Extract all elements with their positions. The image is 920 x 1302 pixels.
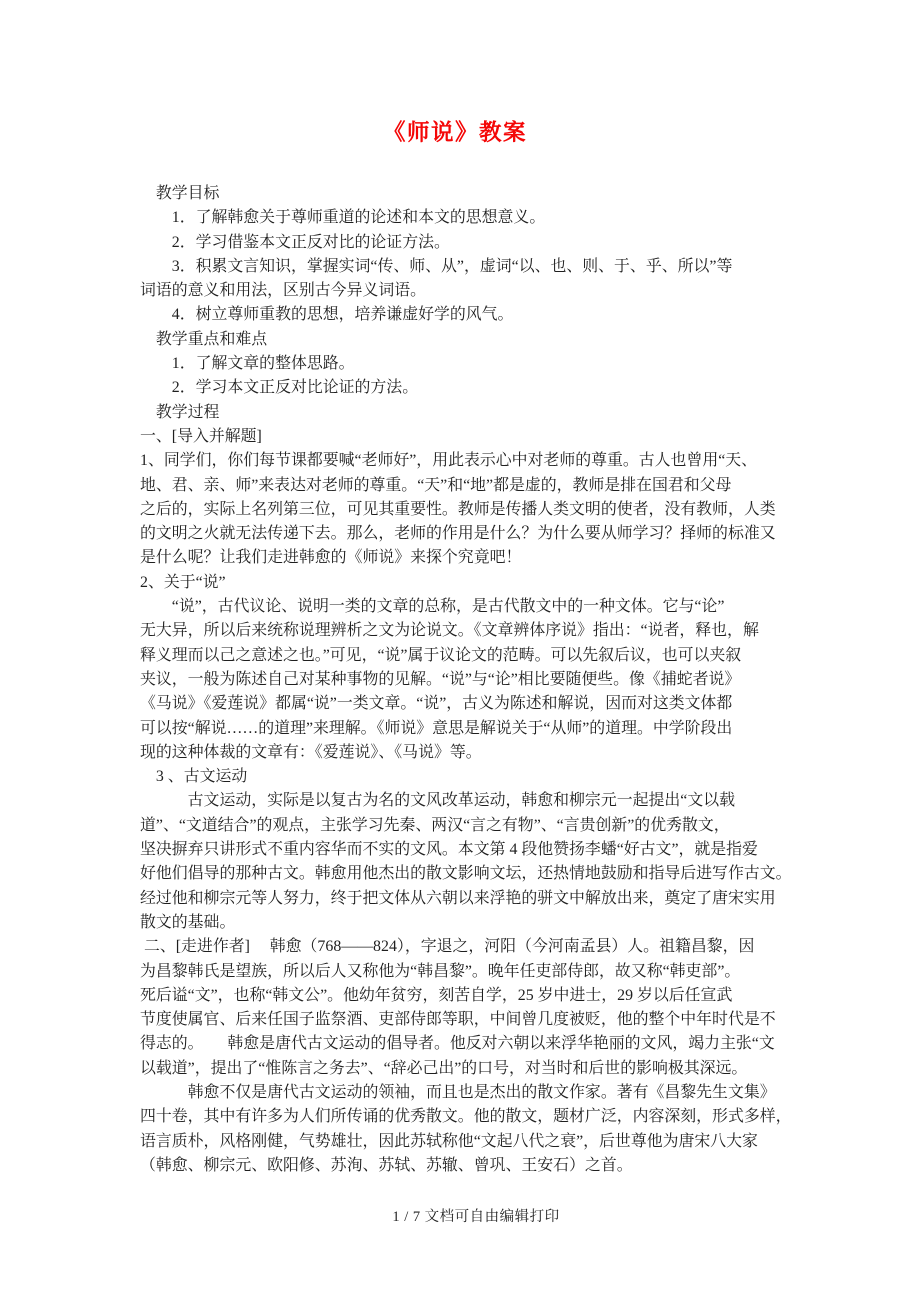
body-line: 的文明之火就无法传递下去。那么，老师的作用是什么？为什么要从师学习？择师的标准又 xyxy=(140,525,776,543)
body-line: 以载道”，提出了“惟陈言之务去”、“辞必己出”的口号，对当时和后世的影响极其深远。 xyxy=(140,1059,748,1077)
body-line: 坚决摒弃只讲形式不重内容华而不实的文风。本文第 4 段他赞扬李蟠“好古文”，就是指爱 xyxy=(140,841,758,859)
body-line: 经过他和柳宗元等人努力，终于把文体从六朝以来浮艳的骈文中解放出来，奠定了唐宋实用 xyxy=(140,889,776,907)
body-line: 语言质朴，风格刚健，气势雄壮，因此苏轼称他“文起八代之衰”，后世尊他为唐宋八大家 xyxy=(140,1132,758,1150)
page-number: 1 / 7 xyxy=(392,1209,421,1225)
body-line: 教学目标 xyxy=(140,185,220,202)
body-line: 4．树立尊师重教的思想，培养谦虚好学的风气。 xyxy=(140,306,514,324)
body-line: 1．了解韩愈关于尊师重道的论述和本文的思想意义。 xyxy=(140,209,546,227)
body-line: “说”，古代议论、说明一类的文章的总称，是古代散文中的一种文体。它与“论” xyxy=(140,598,725,616)
body-line: （韩愈、柳宗元、欧阳修、苏洵、苏轼、苏辙、曾巩、王安石）之首。 xyxy=(140,1156,633,1174)
body-line: 道”、“文道结合”的观点，主张学习先秦、两汉“言之有物”、“言贵创新”的优秀散文， xyxy=(140,816,730,834)
body-line: 3．积累文言知识，掌握实词“传、师、从”，虚词“以、也、则、于、乎、所以”等 xyxy=(140,257,733,275)
document-title: 《师说》教案 xyxy=(382,120,527,145)
body-line: 一、[导入并解题] xyxy=(140,427,262,445)
body-line: 1、同学们，你们每节课都要喊“老师好”，用此表示心中对老师的尊重。古人也曾用“天、 xyxy=(140,452,758,470)
body-line: 2．学习借鉴本文正反对比的论证方法。 xyxy=(140,233,450,251)
body-line: 词语的意义和用法，区别古今异义词语。 xyxy=(140,282,427,300)
body-line: 好他们倡导的那种古文。韩愈用他杰出的散文影响文坛，还热情地鼓励和指导后进写作古文。 xyxy=(140,865,792,883)
body-line: 教学过程 xyxy=(140,403,220,421)
body-line: 教学重点和难点 xyxy=(140,330,268,348)
body-line: 得志的。 韩愈是唐代古文运动的倡导者。他反对六朝以来浮华艳丽的文风，竭力主张“文 xyxy=(140,1035,775,1053)
body-line: 2．学习本文正反对比论证的方法。 xyxy=(140,379,419,397)
body-line: 无大异，所以后来统称说理辨析之文为论说文。《文章辨体序说》指出：“说者，释也，解 xyxy=(140,622,759,640)
body-line: 可以按“解说……的道理”来理解。《师说》意思是解说关于“从师”的道理。中学阶段出 xyxy=(140,719,733,737)
body-line: 夹议，一般为陈述自己对某种事物的见解。“说”与“论”相比要随便些。像《捕蛇者说》 xyxy=(140,670,741,688)
body-line: 2、关于“说” xyxy=(140,573,226,591)
body-line: 节度使属官、后来任国子监祭酒、吏部侍郎等职，中间曾几度被贬，他的整个中年时代是不 xyxy=(140,1011,776,1029)
body-line: 地、君、亲、师”来表达对老师的尊重。“天”和“地”都是虚的，教师是排在国君和父母 xyxy=(140,476,732,494)
body-line: 散文的基础。 xyxy=(140,913,236,931)
page-footer xyxy=(16,1205,920,1226)
body-line: 为昌黎韩氏是望族，所以后人又称他为“韩昌黎”。晚年任吏部侍郎，故又称“韩吏部”。 xyxy=(140,962,741,980)
footer-note: 文档可自由编辑打印 xyxy=(424,1209,560,1225)
body-line: 韩愈不仅是唐代古文运动的领袖，而且也是杰出的散文作家。著有《昌黎先生文集》 xyxy=(140,1083,776,1101)
body-line: 之后的，实际上名列第三位，可见其重要性。教师是传播人类文明的使者，没有教师，人类 xyxy=(140,500,776,518)
body-line: 3 、古文运动 xyxy=(140,768,248,786)
body-line: 释义理而以己之意述之也。”可见，“说”属于议论文的范畴。可以先叙后议，也可以夹叙 xyxy=(140,646,742,664)
body-line: 二、[走进作者] 韩愈（768——824），字退之，河阳（今河南孟县）人。祖籍昌黎，因 xyxy=(140,938,755,956)
body-line: 是什么呢？让我们走进韩愈的《师说》来探个究竟吧！ xyxy=(140,549,522,567)
body-line: 四十卷，其中有许多为人们所传诵的优秀散文。他的散文，题材广泛，内容深刻，形式多样， xyxy=(140,1108,792,1126)
body-line: 死后谥“文”，也称“韩文公”。他幼年贫穷，刻苦自学，25 岁中进士，29 岁以后任宣武 xyxy=(140,986,733,1004)
body-line: 古文运动，实际是以复古为名的文风改革运动，韩愈和柳宗元一起提出“文以载 xyxy=(140,792,736,810)
body-line: 现的这种体裁的文章有：《爱莲说》、《马说》等。 xyxy=(140,743,482,761)
document-body xyxy=(140,182,812,1178)
body-line: 《马说》《爱莲说》都属“说”一类文章。“说”，古义为陈述和解说，因而对这类文体都 xyxy=(140,695,733,713)
body-line: 1．了解文章的整体思路。 xyxy=(140,355,355,373)
